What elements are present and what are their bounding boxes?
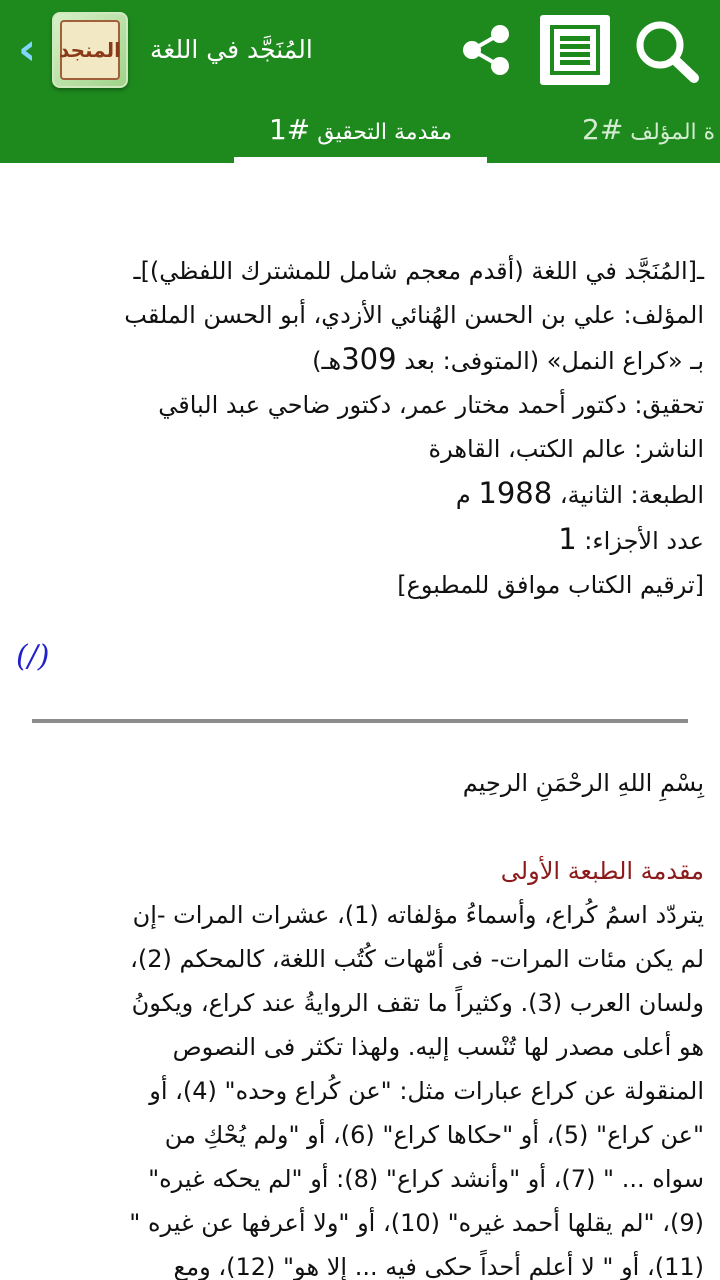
logo-text: المنجد — [60, 20, 120, 80]
section-heading: مقدمة الطبعة الأولى — [500, 857, 704, 885]
volumes-label: عدد الأجزاء: — [576, 527, 704, 555]
divider — [32, 719, 688, 723]
body-text — [16, 893, 704, 1280]
text-line: هو أعلى مصدر لها تُنْسب إليه. ولهذا تكثر فى النصوص — [172, 1033, 704, 1061]
chevron-left-icon[interactable]: ‹ — [18, 24, 37, 75]
text-line: (11)، أو " لا أعلم أحداً حكى فيه ... إلا هو" (12)، ومع — [173, 1253, 704, 1280]
volumes-line — [16, 517, 704, 563]
author-line: المؤلف: علي بن الحسن الهُنائي الأزدي، أبو الحسن الملقب — [124, 301, 704, 329]
edition-line — [16, 471, 704, 517]
tab-label: ة المؤلف — [630, 120, 716, 145]
basmala: بِسْمِ اللهِ الرحْمَنِ الرحِيم — [462, 769, 704, 797]
tab-label: مقدمة التحقيق — [317, 120, 453, 145]
tab-number: #2 — [582, 113, 624, 146]
text-line: المنقولة عن كراع عبارات مثل: "عن كُراع وحده" (4)، أو — [149, 1077, 704, 1105]
volumes-count: 1 — [558, 522, 577, 556]
share-icon[interactable] — [456, 20, 516, 80]
hijri-suffix: هـ) — [312, 347, 342, 375]
edition-text: الطبعة: الثانية، — [552, 481, 704, 509]
text-line: ولسان العرب (3). وكثيراً ما تقف الروايةُ عند كراع، ويكونُ — [131, 989, 704, 1017]
tab-bar — [0, 100, 720, 163]
search-icon[interactable] — [632, 18, 700, 84]
app-title: المُنَجَّد في اللغة — [150, 35, 313, 64]
text-line: يتردّد اسمُ كُراع، وأسماءُ مؤلفاته (1)، عشرات المرات -إن — [132, 901, 704, 929]
tab-author[interactable] — [582, 100, 715, 163]
book-info — [16, 249, 704, 607]
book-title-line: ـ[المُنَجَّد في اللغة (أقدم معجم شامل للمشترك اللفظي)]ـ — [133, 257, 704, 285]
publisher-line: الناشر: عالم الكتب، القاهرة — [428, 435, 704, 463]
editors-line: تحقيق: دكتور أحمد مختار عمر، دكتور ضاحي عبد الباقي — [158, 391, 704, 419]
book-content[interactable] — [0, 163, 720, 1280]
edition-year: 1988 — [478, 476, 553, 510]
page-link[interactable]: (/) — [16, 639, 50, 674]
menu-icon[interactable] — [540, 15, 610, 85]
nickname-text: بـ «كراع النمل» (المتوفى: بعد — [396, 347, 704, 375]
logo-icon[interactable] — [52, 12, 128, 88]
author-nickname-line — [16, 337, 704, 383]
death-year: 309 — [341, 342, 397, 376]
text-line: (9)، "لم يقلها أحمد غيره" (10)، أو "ولا أعرفها عن غيره " — [129, 1209, 704, 1237]
text-line: لم يكن مئات المرات- فى أمّهات كُتُب اللغة، كالمحكم (2)، — [130, 945, 704, 973]
app-bar — [0, 0, 720, 163]
edition-suffix: م — [455, 481, 479, 509]
text-line: سواه ... " (7)، أو "وأنشد كراع" (8): أو "لم يحكه غيره" — [148, 1165, 704, 1193]
pagination-note: [ترقيم الكتاب موافق للمطبوع] — [397, 571, 704, 599]
tab-number: #1 — [268, 113, 311, 146]
toolbar — [0, 0, 720, 100]
text-line: "عن كراع" (5)، أو "حكاها كراع" (6)، أو "ولم يُحْكِ من — [164, 1121, 704, 1149]
tab-introduction[interactable] — [234, 100, 487, 163]
